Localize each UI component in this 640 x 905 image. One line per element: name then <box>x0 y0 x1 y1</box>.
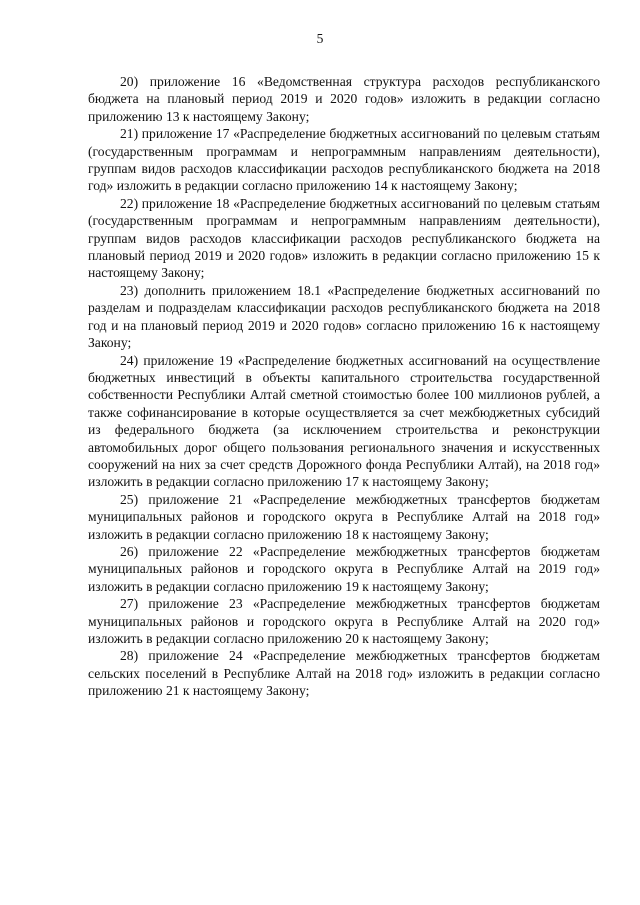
paragraph-item-24: 24) приложение 19 «Распределение бюджетных ассигнований на осуществление бюджетных инвестиций в объекты капитального строительства государственной собственности Республики Алтай сметной стоимостью более 100 миллионов рублей, а также софинансирование в которые осуществляется за счет межбюджетных субсидий из федерального бюджета (за исключением строительства и реконструкции автомобильных дорог общего пользования регионального значения и искусственных сооружений на них за счет средств Дорожного фонда Республики Алтай), на 2018 год» изложить в редакции согласно приложению 17 к настоящему Закону; <box>88 352 600 490</box>
paragraph-item-23: 23) дополнить приложением 18.1 «Распределение бюджетных ассигнований по разделам и подразделам классификации расходов республиканского бюджета на 2018 год и на плановый период 2019 и 2020 годов» согласно приложению 16 к настоящему Закону; <box>88 282 600 351</box>
paragraph-item-27: 27) приложение 23 «Распределение межбюджетных трансфертов бюджетам муниципальных районов и городского округа в Республике Алтай на 2020 год» изложить в редакции согласно приложению 20 к настоящему Закону; <box>88 596 600 646</box>
page-number: 5 <box>316 31 324 46</box>
paragraph-item-20: 20) приложение 16 «Ведомственная структура расходов республиканского бюджета на плановый период 2019 и 2020 годов» изложить в редакции согласно приложению 13 к настоящему Закону; <box>88 74 600 124</box>
paragraph-item-26: 26) приложение 22 «Распределение межбюджетных трансфертов бюджетам муниципальных районов и городского округа в Республике Алтай на 2019 год» изложить в редакции согласно приложению 19 к настоящему Закону; <box>88 543 600 594</box>
paragraph-item-28: 28) приложение 24 «Распределение межбюджетных трансфертов бюджетам сельских поселений в Республике Алтай на 2018 год» изложить в редакции согласно приложению 21 к настоящему Закону; <box>88 648 600 699</box>
paragraph-item-25: 25) приложение 21 «Распределение межбюджетных трансфертов бюджетам муниципальных районов и городского округа в Республике Алтай на 2018 год» изложить в редакции согласно приложению 18 к настоящему Закону; <box>88 491 600 542</box>
document-body <box>88 73 600 700</box>
paragraph-item-22: 22) приложение 18 «Распределение бюджетных ассигнований по целевым статьям (государственным программам и непрограммным направлениям деятельности), группам видов расходов классификации расходов республиканского бюджета на плановый период 2019 и 2020 годов» изложить в редакции согласно приложению 15 к настоящему Закону; <box>88 195 600 281</box>
paragraph-item-21: 21) приложение 17 «Распределение бюджетных ассигнований по целевым статьям (государственным программам и непрограммным направлениям деятельности), группам видов расходов классификации расходов республиканского бюджета на 2018 год» изложить в редакции согласно приложению 14 к настоящему Закону; <box>88 126 600 194</box>
